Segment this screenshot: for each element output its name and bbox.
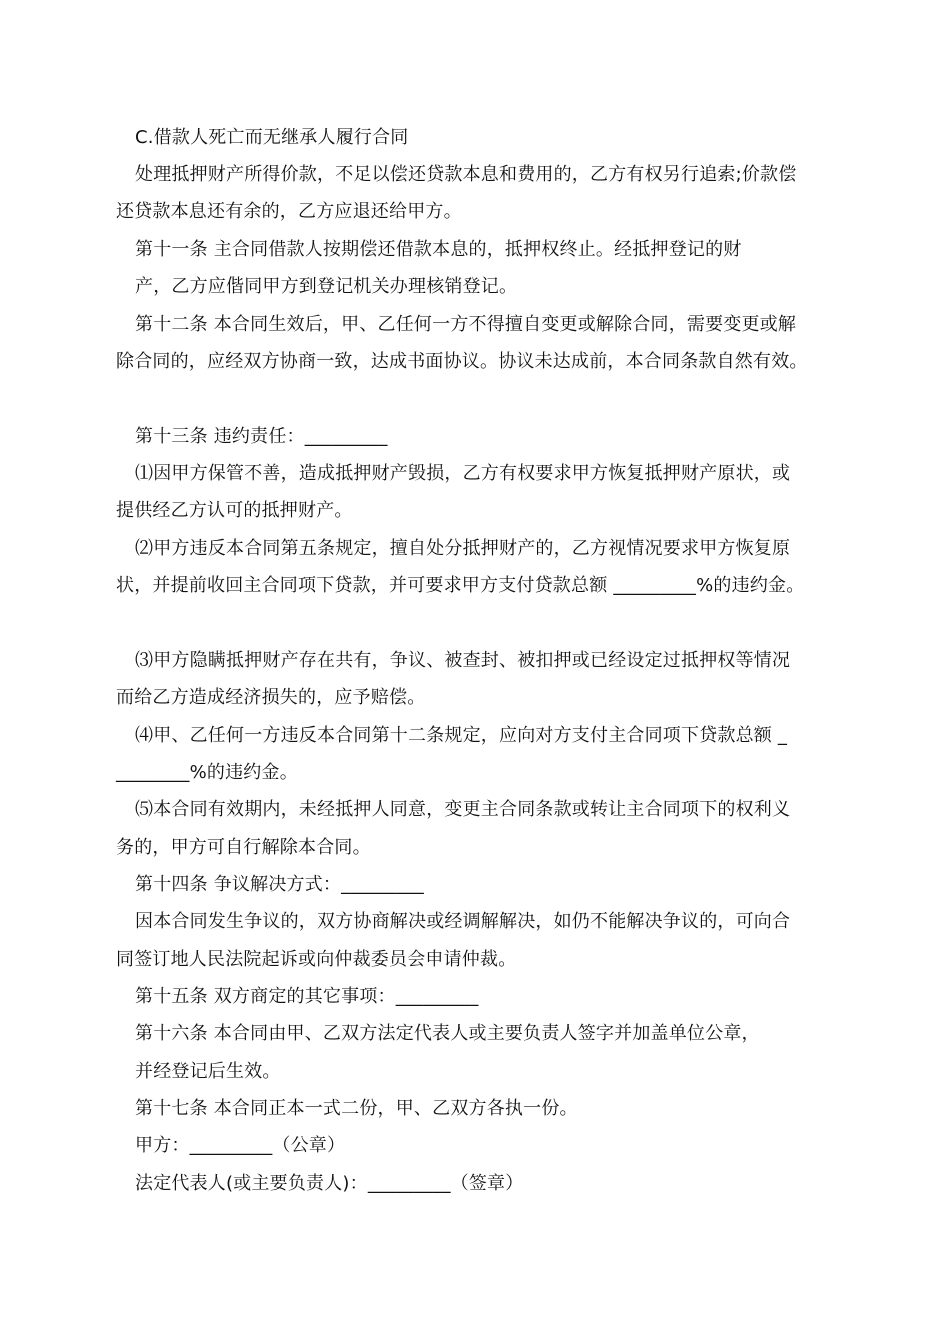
text-line: 第十五条 双方商定的其它事项：_________ [135,986,479,1007]
text-line: 提供经乙方认可的抵押财产。 [116,500,353,521]
text-line: 第十三条 违约责任：_________ [135,426,388,447]
text-line: 产，乙方应偕同甲方到登记机关办理核销登记。 [135,276,518,297]
text-line: C.借款人死亡而无继承人履行合同 [135,127,409,148]
text-line: 第十二条 本合同生效后，甲、乙任何一方不得擅自变更或解除合同，需要变更或解 [135,314,797,335]
text-line: 务的，甲方可自行解除本合同。 [116,837,371,858]
text-line: 因本合同发生争议的，双方协商解决或经调解解决，如仍不能解决争议的，可向合 [135,911,791,932]
text-line: ⑶甲方隐瞒抵押财产存在共有，争议、被查封、被扣押或已经设定过抵押权等情况 [135,650,791,671]
text-line: ⑸本合同有效期内，未经抵押人同意，变更主合同条款或转让主合同项下的权利义 [135,799,791,820]
text-line: 甲方：_________（公章） [135,1135,346,1156]
text-line: 同签订地人民法院起诉或向仲裁委员会申请仲裁。 [116,949,517,970]
text-line: 第十一条 主合同借款人按期偿还借款本息的，抵押权终止。经抵押登记的财 [135,239,742,260]
text-line: 除合同的，应经双方协商一致，达成书面协议。协议未达成前，本合同条款自然有效。 [116,351,808,372]
text-line: 并经登记后生效。 [135,1061,281,1082]
text-line: 状，并提前收回主合同项下贷款，并可要求甲方支付贷款总额 _________%的违约金。 [116,575,805,596]
text-line: ________%的违约金。 [116,762,298,783]
text-line: 而给乙方造成经济损失的，应予赔偿。 [116,687,426,708]
text-line: 第十六条 本合同由甲、乙双方法定代表人或主要负责人签字并加盖单位公章， [135,1023,760,1044]
text-line: 处理抵押财产所得价款，不足以偿还贷款本息和费用的，乙方有权另行追索;价款偿 [135,164,797,185]
text-line: ⑷甲、乙任何一方违反本合同第十二条规定，应向对方支付主合同项下贷款总额 _ [135,725,788,746]
text-line: 法定代表人(或主要负责人)：_________（签章） [135,1173,524,1194]
text-line: ⑵甲方违反本合同第五条规定，擅自处分抵押财产的，乙方视情况要求甲方恢复原 [135,538,791,559]
text-line: 第十七条 本合同正本一式二份，甲、乙双方各执一份。 [135,1098,578,1119]
text-line: 第十四条 争议解决方式：_________ [135,874,424,895]
text-line: 还贷款本息还有余的，乙方应退还给甲方。 [116,201,462,222]
text-line: ⑴因甲方保管不善，造成抵押财产毁损，乙方有权要求甲方恢复抵押财产原状，或 [135,463,791,484]
